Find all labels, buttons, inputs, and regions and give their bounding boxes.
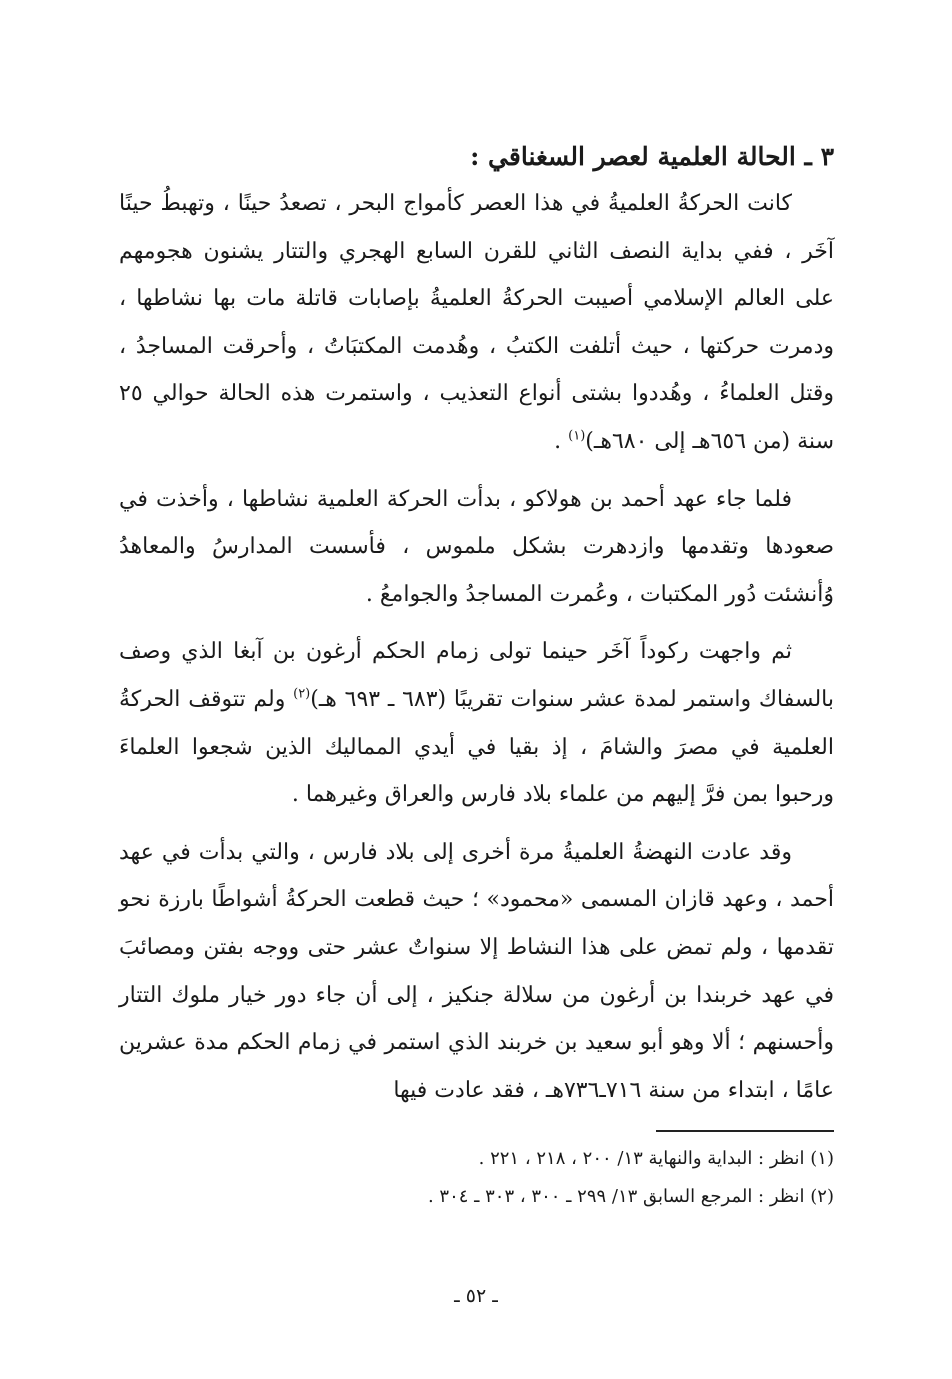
footnote-ref-2: (٢) xyxy=(293,686,311,702)
paragraph-3-tail: ولم تتوقف الحركةُ العلمية في مصرَ والشامَ ، إذ بقيا في أيدي المماليك الذين شجعوا العلماءَ ورحبوا بمن فرَّ إليهم من علماء بلاد فارس والعراق وغيرهما . xyxy=(119,686,834,808)
main-text xyxy=(119,140,834,1124)
footnote-1: (١) انظر : البداية والنهاية ١٣/ ٢٠٠ ، ٢١٨ ، ٢٢١ . xyxy=(478,1148,834,1169)
page-number: ـ ٥٢ ـ xyxy=(454,1285,498,1307)
paragraph-4 xyxy=(119,829,834,1115)
footnote-2: (٢) انظر : المرجع السابق ١٣/ ٢٩٩ ـ ٣٠٠ ، ٣٠٣ ـ ٣٠٤ . xyxy=(427,1186,834,1207)
paragraph-4-text: وقد عادت النهضةُ العلميةُ مرة أخرى إلى بلاد فارس ، والتي بدأت في عهد أحمد ، وعهد قازان المسمى «محمود» ؛ حيث قطعت الحركةُ أشواطًا بارزة نحو تقدمها ، ولم تمض على هذا النشاط إلا سنواتٌ عشر حتى ووجه بفتن ومصائبَ في عهد خربندا بن أرغون من سلالة جنكيز ، إلى أن جاء دور خيار ملوك التتار وأحسنهم ؛ ألا وهو أبو سعيد بن خربند الذي استمر في زمام الحكم مدة عشرين عامًا ، ابتداء من سنة ٧١٦ـ٧٣٦هـ ، فقد عادت فيها xyxy=(119,839,834,1103)
paragraph-2 xyxy=(119,476,834,619)
paragraph-1-text: كانت الحركةُ العلميةُ في هذا العصر كأمواج البحر ، تصعدُ حينًا ، وتهبطُ حينًا آخَر ، ففي بداية النصف الثاني للقرن السابع الهجري والتتار يشنون هجومهم على العالم الإسلامي أصيبت الحركةُ العلميةُ بإصابات قاتلة مات بها نشاطها ، ودمرت حركتها ، حيث أتلفت الكتبُ ، وهُدمت المكتبَاتُ ، وأحرقت المساجدُ ، وقتل العلماءُ ، وهُددوا بشتى أنواع التعذيب ، واستمرت هذه الحالة حوالي ٢٥ سنة (من ٦٥٦هـ إلى ٦٨٠هـ) xyxy=(119,191,834,454)
footnotes xyxy=(119,1140,834,1216)
paragraph-3-text: ثم واجهت ركوداً آخَر حينما تولى زمام الحكم أرغون بن آبغا الذي وصف بالسفاك واستمر لمدة عشر سنوات تقريبًا (٦٨٣ ـ ٦٩٣ هـ) xyxy=(119,639,835,712)
footnote-separator xyxy=(656,1130,834,1132)
paragraph-2-text: فلما جاء عهد أحمد بن هولاكو ، بدأت الحركة العلمية نشاطها ، وأخذت في صعودها وتقدمها وازدهرت بشكل ملموس ، فأسست المدارسُ والمعاهدُ وُأنشئت دُور المكتبات ، وعُمرت المساجدُ والجوامعُ . xyxy=(119,486,834,607)
paragraph-1 xyxy=(119,180,834,466)
footnote-ref-1: (١) xyxy=(568,428,586,444)
paragraph-1-tail: . xyxy=(554,428,569,454)
section-heading: ٣ ـ الحالة العلمية لعصر السغناقي : xyxy=(470,142,834,171)
paragraph-3 xyxy=(119,628,834,818)
